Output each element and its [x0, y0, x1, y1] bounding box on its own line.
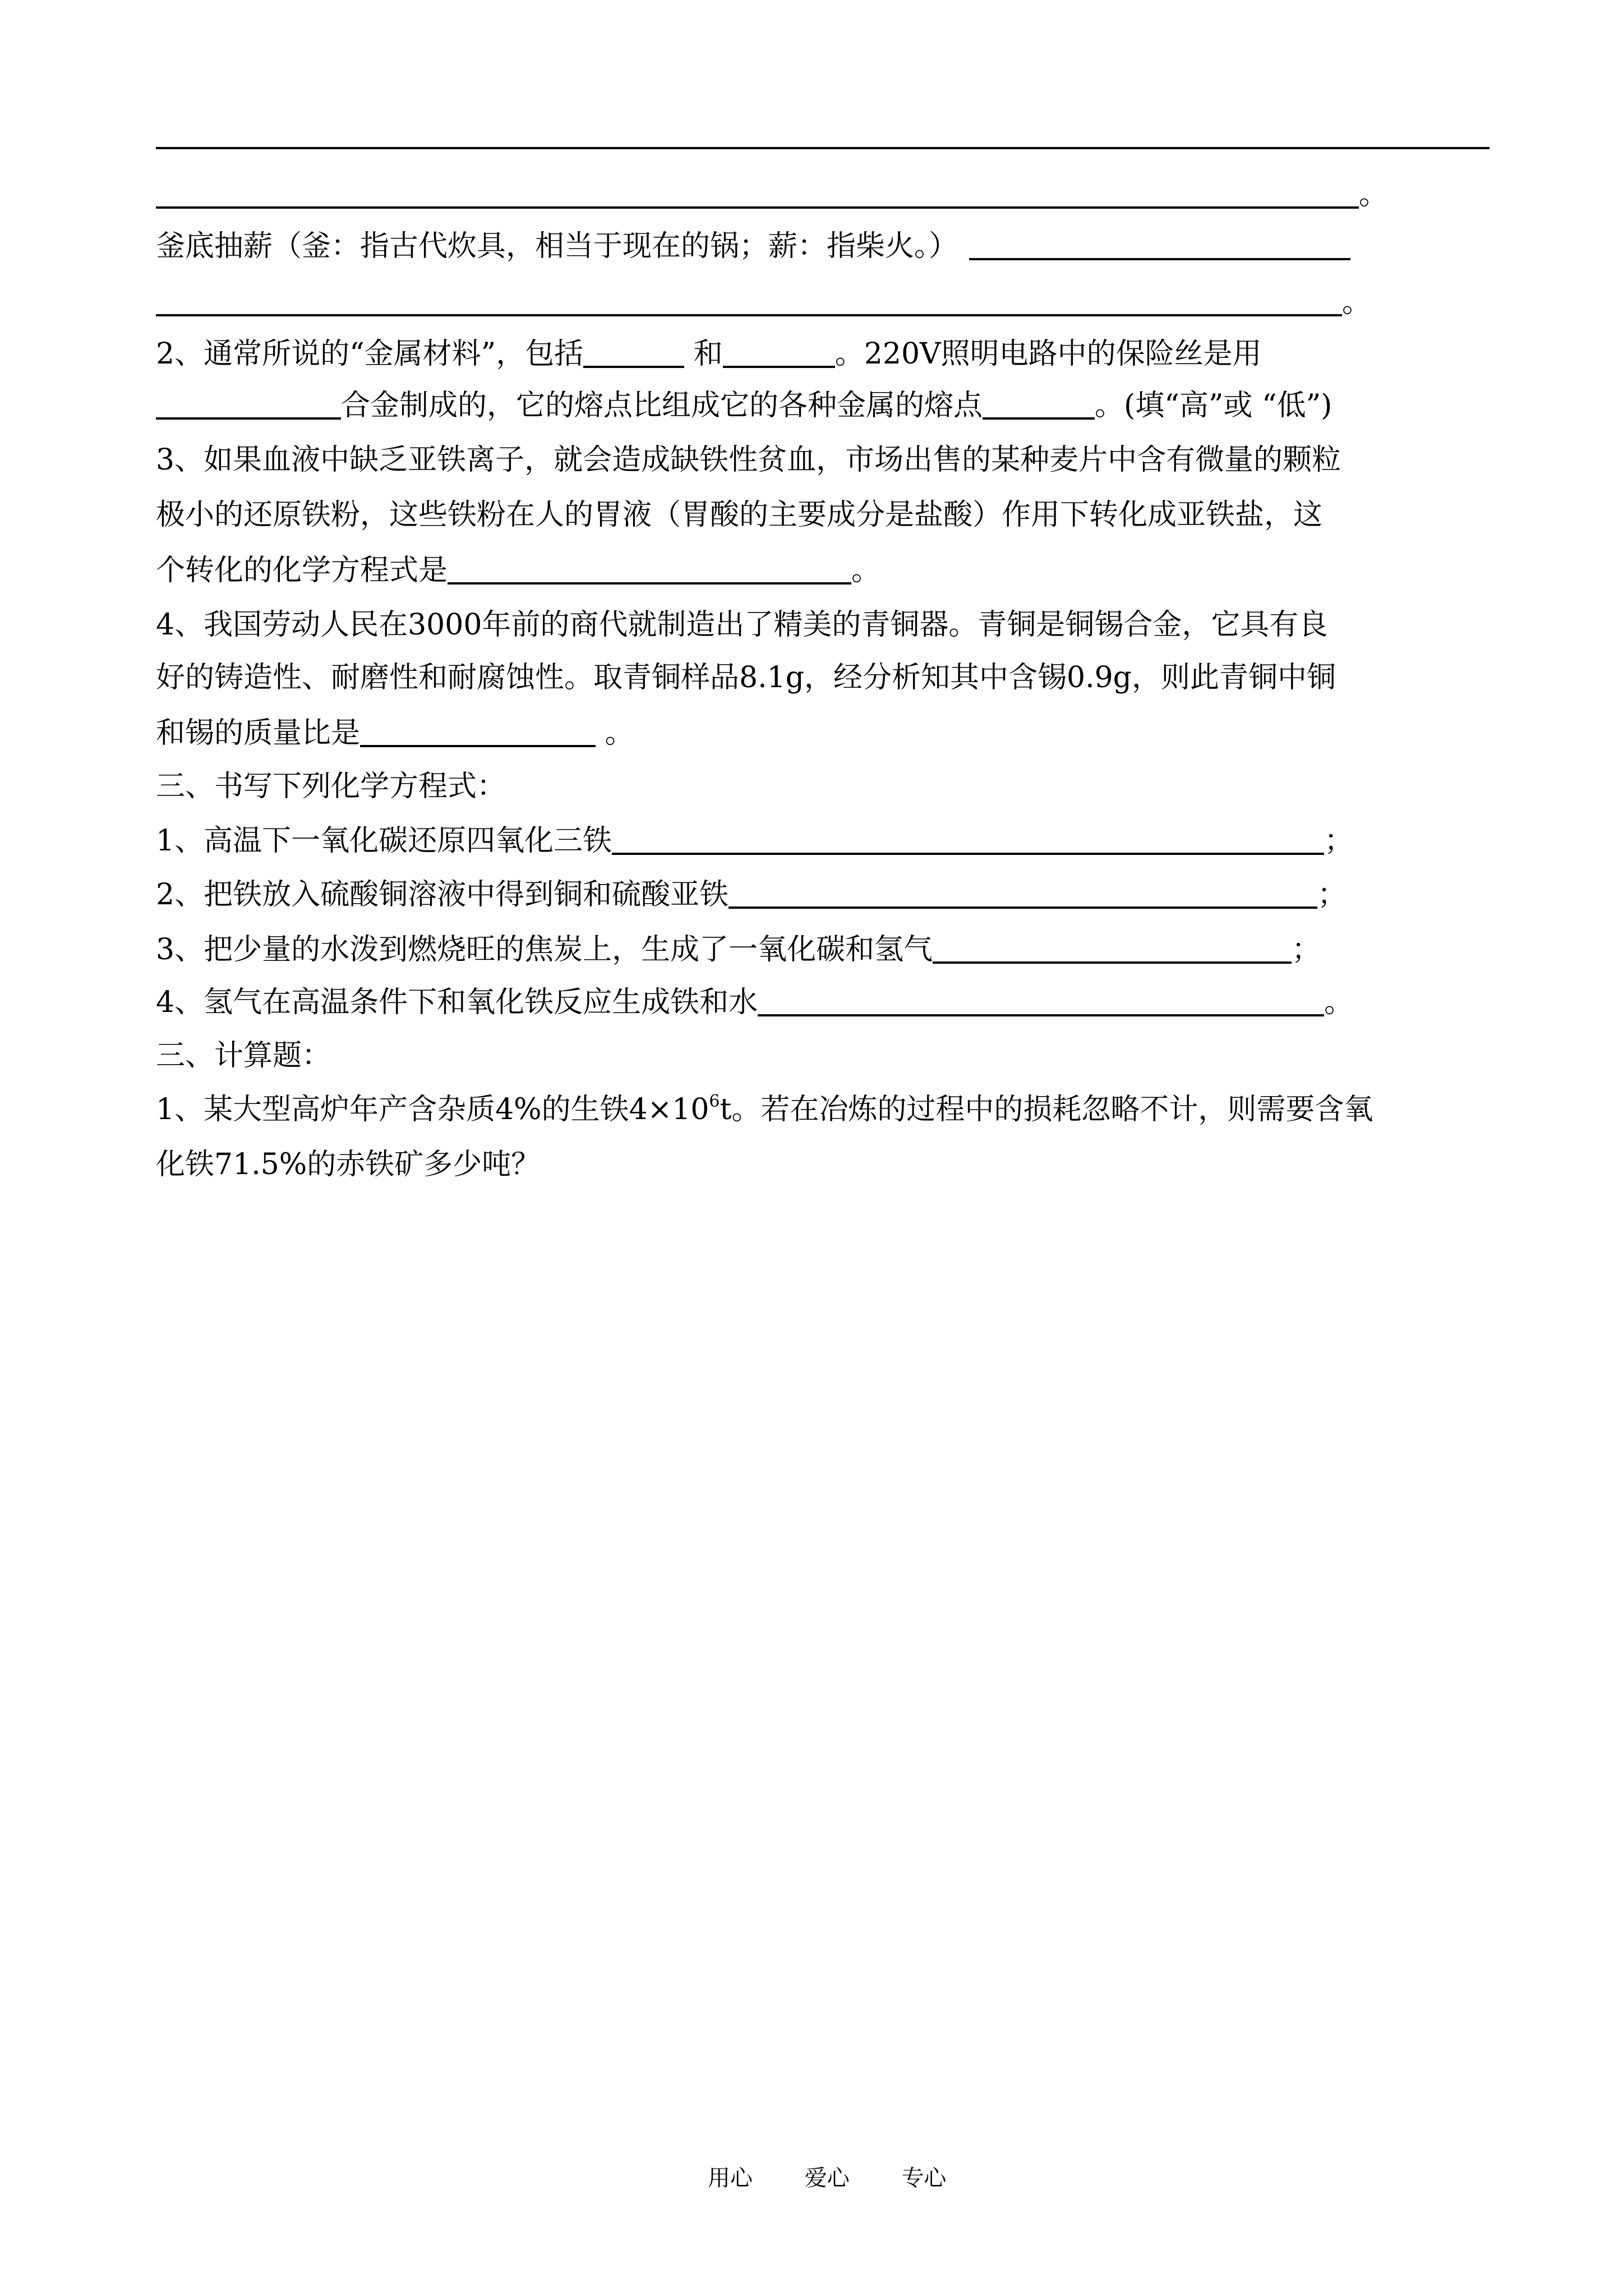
- equation-1: 1、高温下一氧化碳还原四氧化三铁 ；: [156, 824, 1354, 858]
- question-2: 2、通常所说的“金属材料”，包括 和 。220V照明电路中的保险丝是用: [156, 337, 1262, 371]
- answer-blank[interactable]: [156, 286, 1342, 316]
- answer-blank[interactable]: [758, 986, 1324, 1016]
- idiom-text: 釜底抽薪（釜：指古代炊具，相当于现在的锅；薪：指柴火。）: [156, 229, 958, 263]
- answer-blank[interactable]: [583, 338, 684, 368]
- answer-blank[interactable]: [156, 178, 1359, 209]
- section-heading: 三、计算题：: [156, 1039, 331, 1073]
- answer-blank[interactable]: [933, 933, 1292, 964]
- footer-word: 用心: [708, 2165, 753, 2191]
- question-2-cont: 合金制成的，它的熔点比组成它的各种金属的熔点 。(填“高”或 “低”): [156, 389, 1332, 420]
- question-3: 3、如果血液中缺乏亚铁离子，就会造成缺铁性贫血，市场出售的某种麦片中含有微量的颗粒: [156, 443, 1341, 477]
- answer-line-top: [156, 147, 1490, 149]
- question-3-cont: 个转化的化学方程式是 。: [156, 554, 881, 587]
- calc-question-1-cont: 化铁71.5%的赤铁矿多少吨？: [156, 1148, 541, 1181]
- answer-blank[interactable]: [360, 717, 596, 747]
- question-4: 4、我国劳动人民在3000年前的商代就制造出了精美的青铜器。青铜是铜锡合金，它具有良: [156, 608, 1328, 642]
- equation-4: 4、氢气在高温条件下和氧化铁反应生成铁和水 。: [156, 986, 1354, 1019]
- answer-blank[interactable]: [612, 825, 1324, 855]
- question-3-cont: 极小的还原铁粉，这些铁粉在人的胃液（胃酸的主要成分是盐酸）作用下转化成亚铁盐，这: [156, 498, 1323, 532]
- equation-3: 3、把少量的水泼到燃烧旺的焦炭上，生成了一氧化碳和氢气 ；: [156, 933, 1321, 967]
- footer-word: 爱心: [804, 2165, 850, 2191]
- answer-blank[interactable]: [448, 554, 851, 585]
- text-line: 。: [156, 178, 1388, 209]
- question-4-cont: 和锡的质量比是 。: [156, 716, 634, 750]
- section-heading: 三、书写下列化学方程式：: [156, 770, 506, 803]
- equation-2: 2、把铁放入硫酸铜溶液中得到铜和硫酸亚铁 ；: [156, 878, 1347, 912]
- question-4-cont: 好的铸造性、耐磨性和耐腐蚀性。取青铜样品8.1g，经分析知其中含锡0.9g，则此青铜中铜: [156, 661, 1336, 694]
- text-line: 。: [156, 286, 1371, 317]
- page-footer: [708, 2167, 946, 2189]
- text-line: [156, 230, 1350, 261]
- answer-blank[interactable]: [156, 389, 341, 420]
- footer-word: 专心: [901, 2165, 947, 2191]
- answer-blank[interactable]: [983, 389, 1095, 420]
- answer-blank[interactable]: [969, 230, 1350, 260]
- calc-question-1: 1、某大型高炉年产含杂质4%的生铁$4\times 10^6t$。若在冶炼的过程中的损耗忽略不计，则需要含氧: [156, 1092, 1373, 1126]
- answer-blank[interactable]: [728, 878, 1317, 909]
- answer-blank[interactable]: [723, 338, 835, 368]
